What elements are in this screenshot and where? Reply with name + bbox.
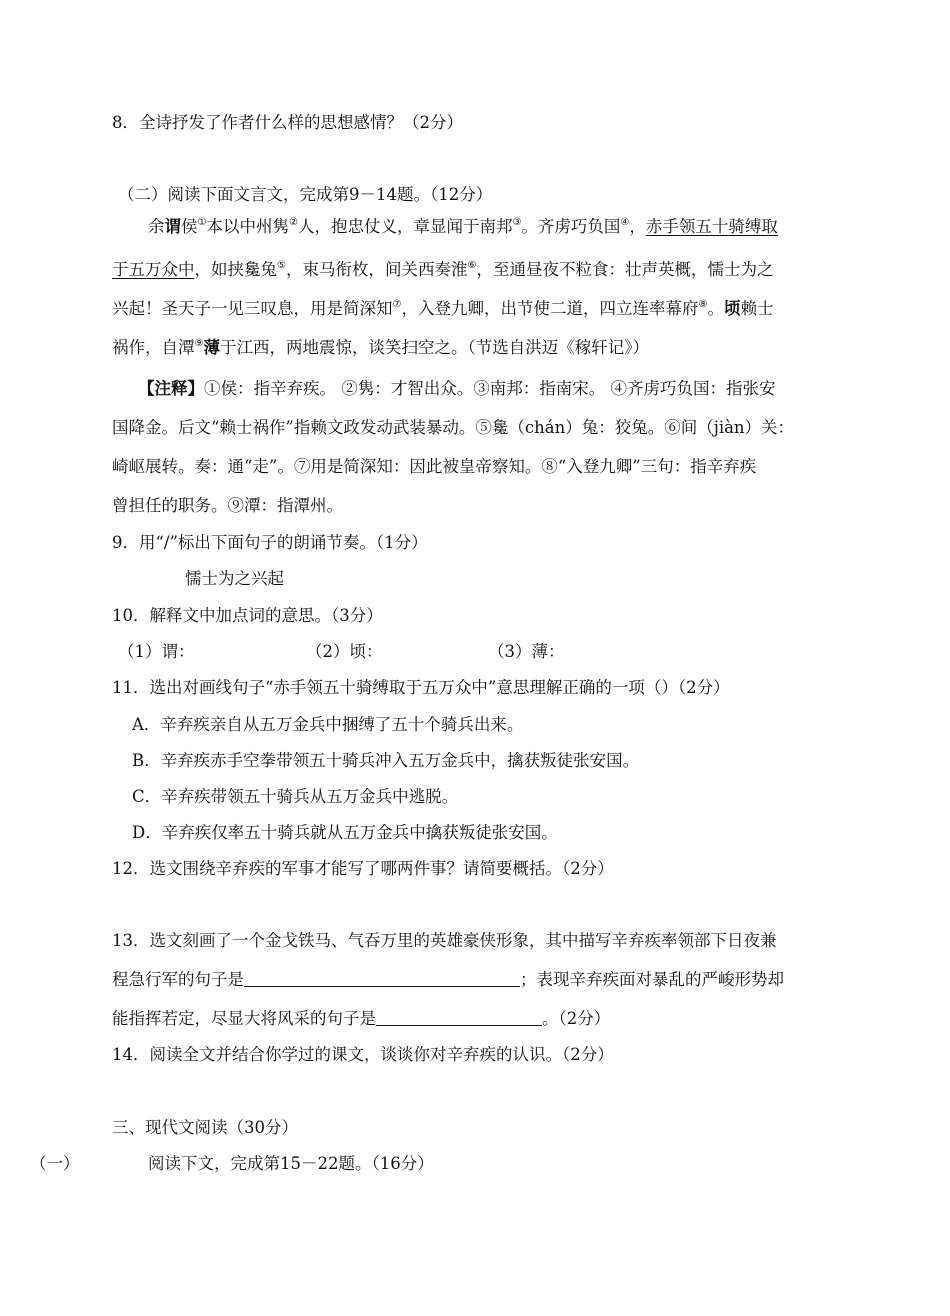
underlined-sentence-part-2: 于五万众中 xyxy=(112,260,195,279)
passage-text: ，入登九卿，出节使二道，四立连率幕府 xyxy=(401,299,699,318)
note-mark: ⑤ xyxy=(277,260,286,271)
question-13-line-2 xyxy=(112,968,784,992)
passage-text: 于江西，两地震惊，谈笑扫空之。（节选自洪迈《稼轩记》） xyxy=(219,338,649,357)
passage-text: 侯 xyxy=(181,217,198,236)
passage-line-1 xyxy=(148,215,778,239)
note-mark: ⑧ xyxy=(698,299,708,310)
passage-line-3 xyxy=(112,297,773,321)
note-mark: ⑦ xyxy=(392,299,402,310)
dotted-word-bo: 薄 xyxy=(203,338,220,357)
note-mark: ① xyxy=(197,217,207,228)
answer-blank-1[interactable] xyxy=(244,970,520,987)
notes-line-4: 曾担任的职务。⑨潭：指潭州。 xyxy=(112,496,343,515)
notes-line-1 xyxy=(138,377,776,401)
passage-text: 。 xyxy=(707,299,724,318)
note-mark: ④ xyxy=(620,217,630,228)
note-mark: ⑨ xyxy=(194,338,204,349)
section-2-header: （二）阅读下面文言文，完成第9－14题。（12分） xyxy=(118,185,493,204)
question-11: 11．选出对画线句子“赤手领五十骑缚取于五万众中”意思理解正确的一项（）（2分） xyxy=(112,678,730,697)
note-mark: ⑥ xyxy=(467,260,477,271)
question-11-option-c: C．辛弃疾带领五十骑兵从五万金兵中逃脱。 xyxy=(132,787,459,806)
notes-text: ①侯：指辛弃疾。 ②隽：才智出众。③南邦：指南宋。 ④齐虏巧负国：指张安 xyxy=(204,379,776,398)
question-13-text: 程急行军的句子是 xyxy=(112,970,244,989)
question-13-text: ；表现辛弃疾面对暴乱的严峻形势却 xyxy=(520,970,784,989)
passage-text: 祸作，自潭 xyxy=(112,338,195,357)
note-mark: ② xyxy=(288,217,298,228)
question-11-option-b: B．辛弃疾赤手空拳带领五十骑兵冲入五万金兵中，擒获叛徒张安国。 xyxy=(132,751,640,770)
question-12: 12．选文围绕辛弃疾的军事才能写了哪两件事？请简要概括。（2分） xyxy=(112,859,614,878)
passage-line-2 xyxy=(112,258,773,282)
passage-text: 余 xyxy=(148,217,165,236)
question-10: 10．解释文中加点词的意思。（3分） xyxy=(112,606,383,625)
question-10-answer-3: （3）薄： xyxy=(488,642,565,661)
passage-text: ，至通昼夜不粒食：壮声英概，懦士为之 xyxy=(476,260,774,279)
passage-text: 赖士 xyxy=(740,299,774,318)
question-14: 14．阅读全文并结合你学过的课文，谈谈你对辛弃疾的认识。（2分） xyxy=(112,1045,614,1064)
passage-text: 人，抱忠仗义，章显闻于南邦 xyxy=(297,217,513,236)
note-mark: ③ xyxy=(512,217,522,228)
notes-line-2: 国降金。后文“赖士祸作”指赖文政发动武装暴动。⑤毚（chán）兔：狡兔。⑥间（jiàn）关： xyxy=(112,418,795,437)
question-9-sentence: 懦士为之兴起 xyxy=(185,569,284,588)
passage-text: ，如挟毚兔 xyxy=(194,260,277,279)
question-11-option-a: A．辛弃疾亲自从五万金兵中捆缚了五十个骑兵出来。 xyxy=(132,715,524,734)
question-13-line-3 xyxy=(112,1007,610,1031)
notes-line-3: 崎岖展转。奏：通“走”。⑦用是简深知：因此被皇帝察知。⑧“入登九卿”三句：指辛弃疾 xyxy=(112,457,757,476)
passage-text: 。齐虏巧负国 xyxy=(521,217,621,236)
passage-text: 兴起！圣天子一见三叹息，用是简深知 xyxy=(112,299,393,318)
underlined-sentence-part-1: 赤手领五十骑缚取 xyxy=(645,217,778,236)
question-13-line-1: 13．选文刻画了一个金戈铁马、气吞万里的英雄豪侠形象，其中描写辛弃疾率领部下日夜兼 xyxy=(112,931,777,950)
section-3-sub-text: 阅读下文，完成第15－22题。（16分） xyxy=(148,1154,434,1173)
question-13-text: 能指挥若定，尽显大将风采的句子是 xyxy=(112,1009,376,1028)
question-9: 9．用“/”标出下面句子的朗诵节奏。（1分） xyxy=(112,533,428,552)
passage-line-4 xyxy=(112,336,649,360)
question-11-option-d: D．辛弃疾仅率五十骑兵就从五万金兵中擒获叛徒张安国。 xyxy=(132,823,558,842)
question-10-answer-2: （2）顷： xyxy=(306,642,383,661)
dotted-word-qing: 顷 xyxy=(723,299,741,318)
dotted-word-wei: 谓 xyxy=(164,217,181,236)
notes-label: 【注释】 xyxy=(138,379,204,398)
section-3-title: 三、现代文阅读（30分） xyxy=(112,1118,298,1137)
passage-text: 本以中州隽 xyxy=(206,217,289,236)
answer-blank-2[interactable] xyxy=(376,1009,542,1026)
question-8: 8．全诗抒发了作者什么样的思想感情？（2分） xyxy=(112,113,463,132)
passage-text: ，束马衔枚，间关西奏淮 xyxy=(285,260,468,279)
passage-text: ， xyxy=(629,217,646,236)
question-10-answer-1: （1）谓： xyxy=(118,642,195,661)
section-3-sub-label: （一） xyxy=(30,1154,80,1173)
question-13-text: 。（2分） xyxy=(542,1009,611,1028)
